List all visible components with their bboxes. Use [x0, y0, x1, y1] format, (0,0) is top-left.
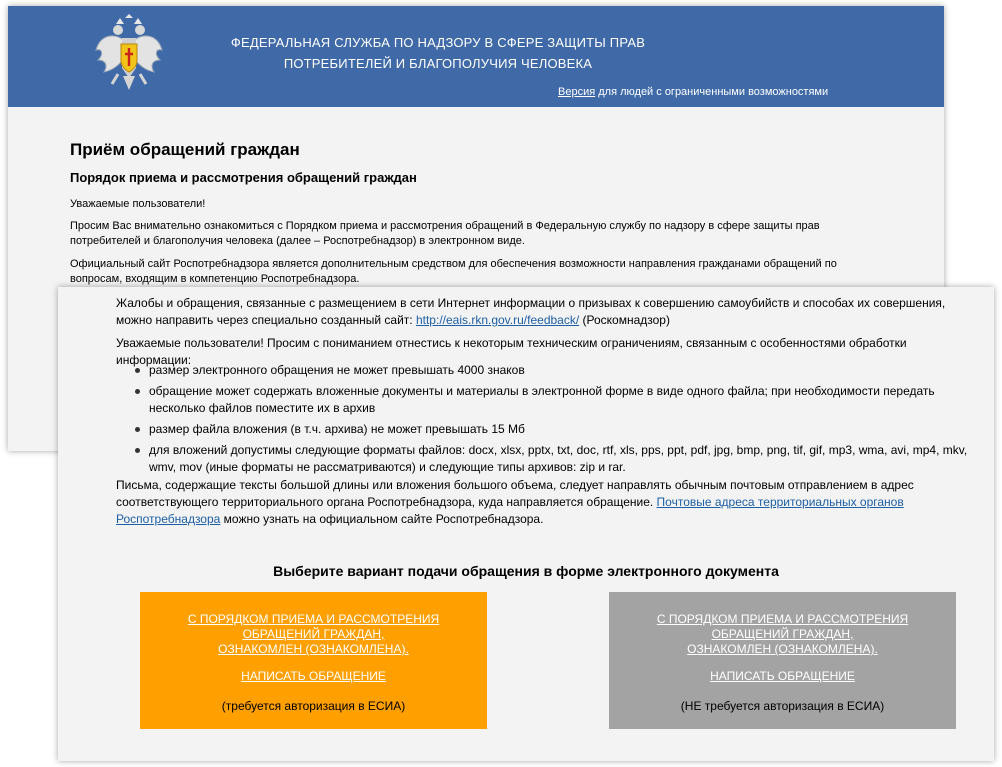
write-appeal-esia-button[interactable]: НАПИСАТЬ ОБРАЩЕНИЕ: [241, 669, 386, 683]
esia-required-note: (требуется авторизация в ЕСИА): [221, 699, 406, 713]
accessibility-version-link[interactable]: Версия: [558, 86, 596, 98]
complaints-suffix: (Роскомнадзор): [579, 313, 670, 327]
ack-line: ОЗНАКОМЛЕН (ОЗНАКОМЛЕНА).: [218, 642, 409, 656]
technical-limits-intro: Уважаемые пользователи! Просим с пониманием отнестись к некоторым техническим ограничениям, связанным с особенностями обработки информации:: [116, 336, 907, 367]
letters-paragraph: [116, 477, 976, 528]
official-site-paragraph: Официальный сайт Роспотребнадзора является дополнительным средством для обеспечения возможности направления гражданами обращений по вопросам, входящим в компетенцию Роспотребнадзора.: [70, 258, 837, 285]
greeting-text: Уважаемые пользователи!: [70, 198, 206, 210]
double-headed-eagle-emblem-icon: [94, 14, 164, 102]
ack-line: ОБРАЩЕНИЙ ГРАЖДАН,: [711, 627, 854, 641]
acknowledge-procedure-esia-link[interactable]: [140, 612, 487, 657]
agency-title-line2: ПОТРЕБИТЕЛЕЙ И БЛАГОПОЛУЧИЯ ЧЕЛОВЕКА: [283, 56, 593, 71]
postal-addresses-link[interactable]: Почтовые адреса территориальных органов Роспотребнадзора: [116, 495, 904, 526]
submit-without-esia-card: [609, 592, 956, 729]
ack-line: С ПОРЯДКОМ ПРИЕМА И РАССМОТРЕНИЯ: [187, 612, 440, 626]
agency-title: [208, 32, 668, 74]
limits-list: [133, 362, 983, 480]
letters-text: Письма, содержащие тексты большой длины или вложения большого объема, следует направлять обычным почтовым отправлением в адрес соответствующего территориального органа Роспотребнадзора, куда направляется обращение.: [116, 478, 914, 509]
ack-line: С ПОРЯДКОМ ПРИЕМА И РАССМОТРЕНИЯ: [656, 612, 909, 626]
write-appeal-no-esia-button[interactable]: НАПИСАТЬ ОБРАЩЕНИЕ: [710, 669, 855, 683]
list-item: для вложений допустимы следующие форматы файлов: docx, xlsx, pptx, txt, doc, rtf, xls, pps, ppt, pdf, jpg, bmp, png, tif, gif, mp3, wma, avi, mp4, mkv, wmv, mov (иные форматы не рассматриваются) и следующие типы архивов: zip и rar.: [133, 442, 983, 476]
submit-with-esia-card: [140, 592, 487, 729]
complaints-text: Жалобы и обращения, связанные с размещением в сети Интернет информации о призывах к совершению самоубийств и способах их совершения, можно направить через специально созданный сайт:: [116, 296, 946, 327]
accessibility-version-text: для людей с ограниченными возможностями: [595, 86, 829, 98]
choose-option-title: Выберите вариант подачи обращения в форме электронного документа: [273, 563, 779, 579]
page-panel-submission: [58, 287, 994, 761]
page-title: Приём обращений граждан: [70, 140, 300, 159]
esia-not-required-note: (НЕ требуется авторизация в ЕСИА): [680, 699, 885, 713]
letters-suffix: можно узнать на официальном сайте Роспотребнадзора.: [220, 512, 544, 526]
list-item: размер файла вложения (в т.ч. архива) не может превышать 15 Мб: [133, 421, 983, 438]
list-item: размер электронного обращения не может превышать 4000 знаков: [133, 362, 983, 379]
ack-line: ОБРАЩЕНИЙ ГРАЖДАН,: [242, 627, 385, 641]
rkn-feedback-link[interactable]: http://eais.rkn.gov.ru/feedback/: [415, 313, 580, 327]
section-title: Порядок приема и рассмотрения обращений граждан: [70, 170, 417, 185]
list-item: обращение может содержать вложенные документы и материалы в электронной форме в виде одного файла; при необходимости передать несколько файлов поместите их в архив: [133, 383, 983, 417]
agency-title-line1: ФЕДЕРАЛЬНАЯ СЛУЖБА ПО НАДЗОРУ В СФЕРЕ ЗАЩИТЫ ПРАВ: [230, 35, 646, 50]
complaints-paragraph: [116, 295, 976, 329]
accessibility-version-line: [558, 86, 828, 98]
site-header: [8, 6, 944, 107]
request-paragraph: Просим Вас внимательно ознакомиться с Порядком приема и рассмотрения обращений в Федеральную службу по надзору в сфере защиты прав потребителей и благополучия человека (далее – Роспотребнадзор) в электронном виде.: [70, 220, 820, 247]
acknowledge-procedure-no-esia-link[interactable]: [609, 612, 956, 657]
ack-line: ОЗНАКОМЛЕН (ОЗНАКОМЛЕНА).: [687, 642, 878, 656]
